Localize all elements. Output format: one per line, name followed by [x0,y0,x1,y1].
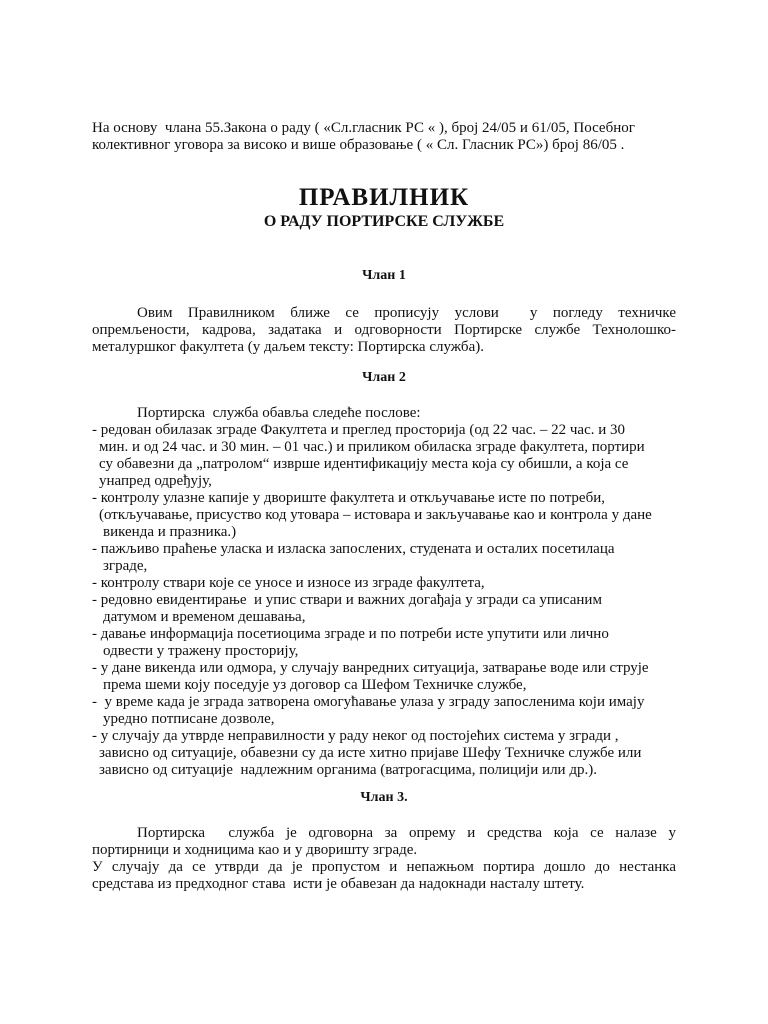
article-2-line-8: - пажљиво праћење уласка и изласка запослених, студената и осталих посетилаца [92,541,615,557]
article-1-line-2: опремљености, кадрова, задатака и одговорности Портирске службе Технолошко- [92,322,676,338]
article-2-line-2: мин. и од 24 час. и 30 мин. – 01 час.) и приликом обиласка зграде факултета, портири [99,439,645,455]
article-2-line-16: према шеми коју поседује уз договор са Шефом Техничке службе, [103,677,527,693]
article-2-line-19: - у случају да утврде неправилности у раду неког од постојећих система у згради , [92,728,619,744]
article-3-heading: Члан 3. [360,790,408,805]
article-2-line-17: - у време када је зграда затворена омогућавање улаза у зграду запосленима који имају [92,694,645,710]
article-2-line-9: зграде, [103,558,148,574]
article-1-line-1: Овим Правилником ближе се прописују услови у погледу техничке [137,305,676,321]
article-2-line-5: - контролу улазне капије у двориште факултета и откључавање исте по потреби, [92,490,605,506]
article-1-heading: Члан 1 [362,268,406,283]
article-3-line-2: портирници и ходницима као и у дворишту зграде. [92,842,418,858]
article-2-line-1: - редован обилазак зграде Факултета и преглед просторија (од 22 час. – 22 час. и 30 [92,422,626,438]
article-2-intro: Портирска служба обавља следеће послове: [137,405,421,421]
preamble-line-1: На основу члана 55.Закона о раду ( «Сл.гласник РС « ), број 24/05 и 61/05, Посебног [92,120,635,136]
preamble-line-2: колективног уговора за високо и више образовање ( « Сл. Гласник РС») број 86/05 . [92,137,625,153]
article-2-line-11: - редовно евидентирање и упис ствари и важних догађаја у згради са уписаним [92,592,602,608]
article-3-line-3: У случају да се утврди да је пропустом и непажњом портира дошло до нестанка [92,859,676,875]
article-2-line-18: уредно потписане дозволе, [103,711,275,727]
article-2-line-15: - у дане викенда или одмора, у случају ванредних ситуација, затварање воде или струје [92,660,649,676]
article-2-line-20: зависно од ситуације, обавезни су да исте хитно пријаве Шефу Техничке службе или [99,745,642,761]
article-2-heading: Члан 2 [362,370,406,385]
article-2-line-13: - давање информација посетиоцима зграде и по потреби исте упутити или лично [92,626,609,642]
article-2-line-12: датумом и временом дешавања, [103,609,306,625]
article-3-line-1: Портирска служба је одговорна за опрему и средства која се налазе у [137,825,676,841]
document-title: ПРАВИЛНИК [298,184,470,211]
article-2-line-6: (откључавање, присуство код утовара – истовара и закључавање као и контрола у дане [99,507,652,523]
article-2-line-21: зависно од ситуације надлежним органима (ватрогасцима, полицији или др.). [99,762,597,778]
article-2-line-7: викенда и празника.) [103,524,237,540]
article-2-line-10: - контролу ствари које се уносе и износе из зграде факултета, [92,575,485,591]
article-2-line-4: унапред одређују, [99,473,212,489]
article-1-line-3: металуршког факултета (у даљем тексту: Портирска служба). [92,339,484,355]
article-2-line-3: су обавезни да „патролом“ изврше идентификацију места која су обишли, а која се [99,456,629,472]
document-subtitle: О РАДУ ПОРТИРСКЕ СЛУЖБЕ [263,213,505,230]
article-2-line-14: одвести у тражену просторију, [103,643,299,659]
article-3-line-4: средстава из предходног става исти је обавезан да надокнади насталу штету. [92,876,585,892]
